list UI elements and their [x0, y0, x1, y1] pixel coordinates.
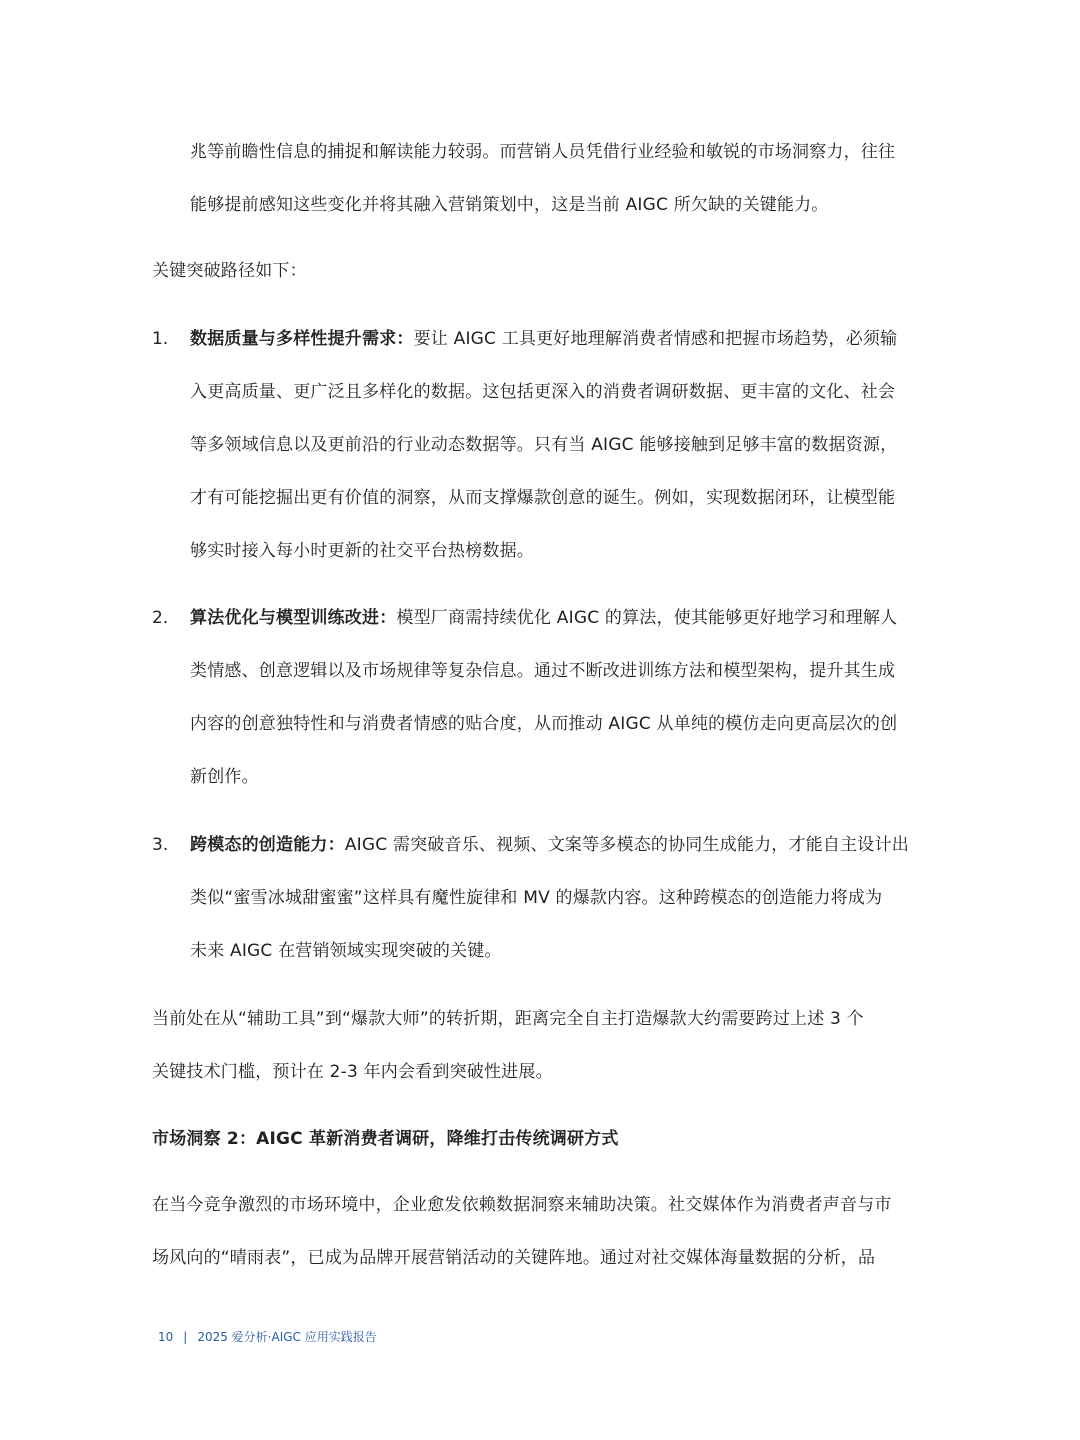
page-number: 10	[158, 1330, 174, 1344]
conclusion-line-2: 关键技术门槛，预计在 2-3 年内会看到突破性进展。	[152, 1062, 553, 1082]
section-heading: 市场洞察 2：AIGC 革新消费者调研，降维打击传统调研方式	[152, 1129, 619, 1149]
report-title: 2025 爱分析·AIGC 应用实践报告	[197, 1330, 377, 1344]
list-item-line: 等多领域信息以及更前沿的行业动态数据等。只有当 AIGC 能够接触到足够丰富的数据资源，	[190, 435, 898, 455]
page-footer	[158, 1328, 377, 1346]
list-item-line: 内容的创意独特性和与消费者情感的贴合度，从而推动 AIGC 从单纯的模仿走向更高层次的创	[190, 714, 898, 734]
section-body-line-1: 在当今竞争激烈的市场环境中，企业愈发依赖数据洞察来辅助决策。社交媒体作为消费者声音与市	[152, 1195, 892, 1215]
list-item-line	[190, 605, 897, 631]
list-item-line: 才有可能挖掘出更有价值的洞察，从而支撑爆款创意的诞生。例如，实现数据闭环，让模型能	[190, 488, 896, 508]
list-item-line: 类似“蜜雪冰城甜蜜蜜”这样具有魔性旋律和 MV 的爆款内容。这种跨模态的创造能力将成为	[190, 888, 883, 908]
conclusion-line-1: 当前处在从“辅助工具”到“爆款大师”的转折期，距离完全自主打造爆款大约需要跨过上述 3 个	[152, 1009, 864, 1029]
list-item-number: 2.	[152, 608, 169, 628]
list-item-title: 算法优化与模型训练改进：	[190, 608, 397, 628]
footer-separator: |	[183, 1330, 188, 1344]
list-item-title: 跨模态的创造能力：	[190, 835, 345, 855]
list-item-number: 3.	[152, 835, 169, 855]
list-item-line: 类情感、创意逻辑以及市场规律等复杂信息。通过不断改进训练方法和模型架构，提升其生成	[190, 661, 896, 681]
list-item-text: AIGC 需突破音乐、视频、文案等多模态的协同生成能力，才能自主设计出	[344, 835, 909, 855]
list-item-line: 未来 AIGC 在营销领域实现突破的关键。	[190, 941, 502, 961]
intro-text: 关键突破路径如下：	[152, 261, 307, 281]
continuation-line-1: 兆等前瞻性信息的捕捉和解读能力较弱。而营销人员凭借行业经验和敏锐的市场洞察力，往往	[190, 142, 896, 162]
list-item-text: 要让 AIGC 工具更好地理解消费者情感和把握市场趋势，必须输	[413, 329, 898, 349]
list-item-title: 数据质量与多样性提升需求：	[190, 329, 414, 349]
list-item-line: 够实时接入每小时更新的社交平台热榜数据。	[190, 541, 534, 561]
list-item-text: 模型厂商需持续优化 AIGC 的算法，使其能够更好地学习和理解人	[396, 608, 898, 628]
list-item-line: 入更高质量、更广泛且多样化的数据。这包括更深入的消费者调研数据、更丰富的文化、社会	[190, 382, 896, 402]
continuation-line-2: 能够提前感知这些变化并将其融入营销策划中，这是当前 AIGC 所欠缺的关键能力。	[190, 195, 829, 215]
list-item-line	[190, 326, 897, 352]
list-item-line	[190, 832, 909, 858]
list-item-number: 1.	[152, 329, 169, 349]
list-item-line: 新创作。	[190, 767, 259, 787]
section-body-line-2: 场风向的“晴雨表”，已成为品牌开展营销活动的关键阵地。通过对社交媒体海量数据的分析，品	[152, 1248, 876, 1268]
